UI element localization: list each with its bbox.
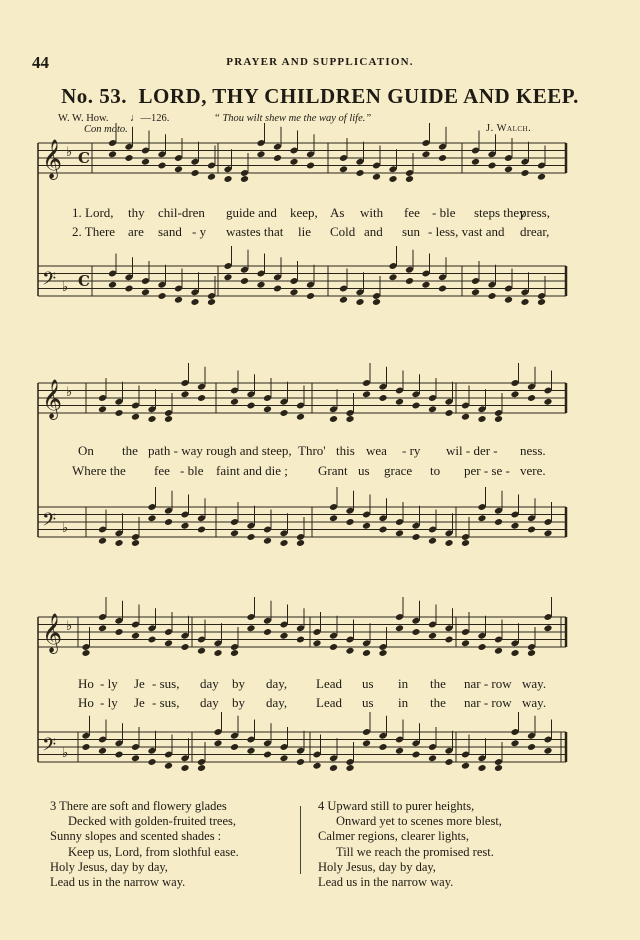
- note-head: [461, 639, 470, 647]
- note-head: [395, 747, 404, 755]
- flat-icon: ♭: [62, 521, 69, 536]
- note-head: [527, 394, 536, 402]
- lyric: are: [128, 224, 144, 239]
- note-head: [263, 628, 272, 636]
- lyric: day,: [266, 695, 288, 710]
- note-head: [197, 394, 206, 402]
- note-head: [329, 415, 338, 423]
- lyric: us: [358, 463, 370, 478]
- note-head: [246, 747, 255, 755]
- note-head: [537, 173, 546, 181]
- lyric: the: [430, 695, 446, 710]
- lyric: 1. Lord,: [72, 205, 114, 220]
- note-head: [329, 643, 338, 651]
- note-head: [279, 539, 288, 547]
- note-head: [81, 649, 90, 657]
- note-head: [256, 281, 265, 289]
- note-head: [131, 754, 140, 762]
- hymn-title: LORD, THY CHILDREN GUIDE AND KEEP.: [138, 84, 579, 108]
- lyric: in: [398, 676, 409, 691]
- note-head: [213, 739, 222, 747]
- note-head: [131, 413, 140, 421]
- note-head: [477, 643, 486, 651]
- note-head: [263, 405, 272, 413]
- note-head: [296, 413, 305, 421]
- lyric: - sus,: [152, 676, 180, 691]
- note-head: [190, 169, 199, 177]
- lyric: Je: [134, 676, 145, 691]
- note-head: [157, 292, 166, 300]
- lyric: path - way rough and steep,: [148, 443, 292, 458]
- note-head: [98, 747, 107, 755]
- verse-line: 4 Upward still to purer heights,: [318, 799, 475, 813]
- note-head: [230, 649, 239, 657]
- note-head: [279, 632, 288, 640]
- lyric: and: [364, 224, 383, 239]
- lyric: Ho: [78, 676, 94, 691]
- note-head: [124, 285, 133, 293]
- expression-mark: Con moto.: [84, 124, 128, 135]
- note-head: [510, 522, 519, 530]
- lyric: Cold: [330, 224, 356, 239]
- lyric: to: [430, 463, 441, 478]
- lyric: thy: [128, 205, 145, 220]
- note-head: [98, 405, 107, 413]
- lyric: Lead: [316, 695, 342, 710]
- note-head: [230, 398, 239, 406]
- note-head: [494, 647, 503, 655]
- note-head: [411, 628, 420, 636]
- note-head: [461, 539, 470, 547]
- note-head: [362, 522, 371, 530]
- lyric: wastes that: [226, 224, 284, 239]
- note-head: [421, 281, 430, 289]
- note-head: [471, 288, 480, 296]
- note-head: [147, 636, 156, 644]
- note-head: [329, 764, 338, 772]
- verse-line: Lead us in the narrow way.: [318, 875, 454, 890]
- running-head: PRAYER AND SUPPLICATION.: [226, 56, 414, 68]
- lyric: faint and die ;: [216, 463, 288, 478]
- lyric: the: [430, 676, 446, 691]
- lyric: sand: [158, 224, 182, 239]
- lyric: - less, vast and: [428, 224, 505, 239]
- lyric: way.: [522, 695, 547, 710]
- note-head: [197, 526, 206, 534]
- note-head: [296, 636, 305, 644]
- note-head: [345, 647, 354, 655]
- note-head: [174, 165, 183, 173]
- note-head: [444, 409, 453, 417]
- note-head: [355, 298, 364, 306]
- note-head: [504, 296, 513, 304]
- lyric: - sus,: [152, 695, 180, 710]
- note-head: [527, 526, 536, 534]
- lyric: ness.: [520, 443, 546, 458]
- note-head: [438, 154, 447, 162]
- note-head: [378, 649, 387, 657]
- note-head: [207, 173, 216, 181]
- common-time-icon: C: [78, 272, 90, 290]
- lyric: Ho: [78, 695, 94, 710]
- lyric: the: [122, 443, 138, 458]
- note-head: [296, 539, 305, 547]
- verse-line: Sunny slopes and scented shades :: [50, 829, 222, 844]
- lyric: drear,: [520, 224, 550, 239]
- note-head: [289, 288, 298, 296]
- note-head: [345, 764, 354, 772]
- note-head: [108, 281, 117, 289]
- verse-3: [50, 799, 239, 890]
- lyric: Thro': [298, 443, 326, 458]
- note-head: [362, 739, 371, 747]
- note-head: [114, 539, 123, 547]
- note-head: [510, 649, 519, 657]
- verse-line: Onward yet to scenes more blest,: [336, 814, 502, 829]
- flat-icon: ♭: [66, 145, 73, 160]
- verse-line: Holy Jesus, day by day,: [50, 859, 168, 874]
- note-head: [543, 747, 552, 755]
- treble-clef-icon: 𝄞: [42, 139, 63, 179]
- flat-icon: ♭: [62, 746, 69, 761]
- flat-icon: ♭: [62, 280, 69, 295]
- quarter-note-icon: ♩: [130, 113, 141, 124]
- note-head: [494, 764, 503, 772]
- tempo-value: —126.: [140, 113, 170, 124]
- note-head: [510, 390, 519, 398]
- note-head: [289, 158, 298, 166]
- note-head: [520, 298, 529, 306]
- lyric: 2. There: [72, 224, 116, 239]
- lyric: - ry: [402, 443, 421, 458]
- note-head: [339, 296, 348, 304]
- note-head: [180, 522, 189, 530]
- note-head: [240, 175, 249, 183]
- note-head: [428, 754, 437, 762]
- lyric: fee: [154, 463, 170, 478]
- verse-line: 3 There are soft and flowery glades: [50, 799, 227, 813]
- note-head: [147, 514, 156, 522]
- note-head: [428, 405, 437, 413]
- lyric: grace: [384, 463, 413, 478]
- lyric: way.: [522, 676, 547, 691]
- note-head: [164, 415, 173, 423]
- note-head: [279, 409, 288, 417]
- lyric: On: [78, 443, 94, 458]
- note-head: [157, 162, 166, 170]
- lyric: us: [362, 695, 374, 710]
- lyric: chil-dren: [158, 205, 205, 220]
- note-head: [98, 537, 107, 545]
- note-head: [306, 162, 315, 170]
- note-head: [477, 514, 486, 522]
- note-head: [312, 762, 321, 770]
- note-head: [378, 743, 387, 751]
- note-head: [527, 743, 536, 751]
- note-head: [388, 273, 397, 281]
- note-head: [444, 636, 453, 644]
- note-head: [114, 628, 123, 636]
- lyric: per - se -: [464, 463, 510, 478]
- lyric: - ble: [432, 205, 456, 220]
- lyric: wil - der -: [446, 443, 498, 458]
- note-head: [147, 415, 156, 423]
- note-head: [444, 758, 453, 766]
- note-head: [197, 764, 206, 772]
- note-head: [141, 288, 150, 296]
- lyric: Je: [134, 695, 145, 710]
- note-head: [405, 175, 414, 183]
- verse-4: [318, 799, 502, 890]
- note-head: [164, 518, 173, 526]
- note-head: [312, 639, 321, 647]
- note-head: [108, 150, 117, 158]
- note-head: [537, 298, 546, 306]
- note-head: [246, 402, 255, 410]
- lyric: in: [398, 695, 409, 710]
- note-head: [114, 409, 123, 417]
- author: W. W. How.: [58, 113, 109, 124]
- lyric: guide and: [226, 205, 277, 220]
- note-head: [477, 764, 486, 772]
- note-head: [471, 158, 480, 166]
- note-head: [329, 514, 338, 522]
- note-head: [207, 298, 216, 306]
- note-head: [372, 173, 381, 181]
- note-head: [114, 751, 123, 759]
- note-head: [395, 529, 404, 537]
- note-head: [273, 154, 282, 162]
- note-head: [487, 162, 496, 170]
- note-head: [362, 649, 371, 657]
- verse-line: Till we reach the promised rest.: [336, 844, 494, 859]
- note-head: [246, 624, 255, 632]
- note-head: [395, 398, 404, 406]
- verse-line: Holy Jesus, day by day,: [318, 859, 436, 874]
- lyric: fee: [404, 205, 420, 220]
- flat-icon: ♭: [66, 385, 73, 400]
- note-head: [213, 649, 222, 657]
- composer: J. Walch.: [486, 123, 532, 134]
- lyric: Grant: [318, 463, 348, 478]
- note-head: [487, 292, 496, 300]
- note-head: [141, 158, 150, 166]
- lyric: day: [200, 695, 219, 710]
- bass-clef-icon: 𝄢: [42, 510, 57, 535]
- note-head: [131, 539, 140, 547]
- lyric: wea: [366, 443, 387, 458]
- note-head: [345, 518, 354, 526]
- note-head: [81, 743, 90, 751]
- note-head: [174, 296, 183, 304]
- lyric: - ly: [100, 676, 118, 691]
- note-head: [411, 751, 420, 759]
- note-head: [355, 169, 364, 177]
- note-head: [520, 169, 529, 177]
- lyric: Lead: [316, 676, 342, 691]
- note-head: [494, 518, 503, 526]
- lyric: As: [330, 205, 345, 220]
- note-head: [411, 402, 420, 410]
- note-head: [543, 529, 552, 537]
- note-head: [510, 739, 519, 747]
- lyric: press,: [520, 205, 550, 220]
- note-head: [180, 643, 189, 651]
- note-head: [147, 758, 156, 766]
- verse-line: Calmer regions, clearer lights,: [318, 829, 469, 844]
- page-number: 44: [32, 53, 49, 72]
- lyric: lie: [298, 224, 311, 239]
- treble-clef-icon: 𝄞: [42, 613, 63, 653]
- note-head: [428, 632, 437, 640]
- note-head: [124, 154, 133, 162]
- lyric: us: [362, 676, 374, 691]
- note-head: [164, 762, 173, 770]
- lyric: this: [336, 443, 355, 458]
- note-head: [405, 277, 414, 285]
- note-head: [263, 537, 272, 545]
- note-head: [438, 285, 447, 293]
- note-head: [345, 415, 354, 423]
- flat-icon: ♭: [66, 619, 73, 634]
- note-head: [230, 743, 239, 751]
- note-head: [461, 762, 470, 770]
- lyric: Where the: [72, 463, 126, 478]
- note-head: [378, 526, 387, 534]
- note-head: [461, 413, 470, 421]
- note-head: [339, 165, 348, 173]
- note-head: [256, 150, 265, 158]
- lyric: with: [360, 205, 384, 220]
- verse-line: Decked with golden-fruited trees,: [68, 814, 236, 829]
- lyric: sun: [402, 224, 421, 239]
- note-head: [527, 649, 536, 657]
- note-head: [180, 764, 189, 772]
- note-head: [240, 277, 249, 285]
- bass-clef-icon: 𝄢: [42, 269, 57, 294]
- hymn-number: No. 53.: [61, 84, 128, 108]
- note-head: [543, 624, 552, 632]
- note-head: [197, 647, 206, 655]
- note-head: [378, 394, 387, 402]
- lyric: - ly: [100, 695, 118, 710]
- verse-line: Lead us in the narrow way.: [50, 875, 186, 890]
- note-head: [279, 754, 288, 762]
- lyric: nar - row: [464, 676, 512, 691]
- note-head: [411, 533, 420, 541]
- note-head: [444, 539, 453, 547]
- lyric: nar - row: [464, 695, 512, 710]
- lyric: by: [232, 676, 245, 691]
- lyric: day,: [266, 676, 288, 691]
- note-head: [504, 165, 513, 173]
- lyric: vere.: [520, 463, 546, 478]
- lyric: keep,: [290, 205, 318, 220]
- common-time-icon: C: [78, 149, 90, 167]
- treble-clef-icon: 𝄞: [42, 379, 63, 419]
- lyric: - ble: [180, 463, 204, 478]
- lyric: day: [200, 676, 219, 691]
- note-head: [428, 537, 437, 545]
- note-head: [263, 751, 272, 759]
- note-head: [223, 273, 232, 281]
- note-head: [190, 298, 199, 306]
- note-head: [388, 175, 397, 183]
- lyric: steps they: [474, 205, 526, 220]
- note-head: [180, 390, 189, 398]
- verse-divider: [300, 806, 301, 874]
- note-head: [230, 529, 239, 537]
- note-head: [164, 639, 173, 647]
- note-head: [372, 298, 381, 306]
- note-head: [494, 415, 503, 423]
- note-head: [98, 624, 107, 632]
- note-head: [421, 150, 430, 158]
- verse-line: Keep us, Lord, from slothful ease.: [68, 844, 239, 859]
- note-head: [362, 390, 371, 398]
- note-head: [131, 632, 140, 640]
- epigraph: “ Thou wilt shew me the way of life.”: [214, 113, 372, 124]
- note-head: [246, 533, 255, 541]
- note-head: [273, 285, 282, 293]
- note-head: [543, 398, 552, 406]
- note-head: [296, 758, 305, 766]
- note-head: [395, 624, 404, 632]
- lyric: by: [232, 695, 245, 710]
- note-head: [223, 175, 232, 183]
- lyric: - y: [192, 224, 207, 239]
- note-head: [477, 415, 486, 423]
- bass-clef-icon: 𝄢: [42, 735, 57, 760]
- note-head: [306, 292, 315, 300]
